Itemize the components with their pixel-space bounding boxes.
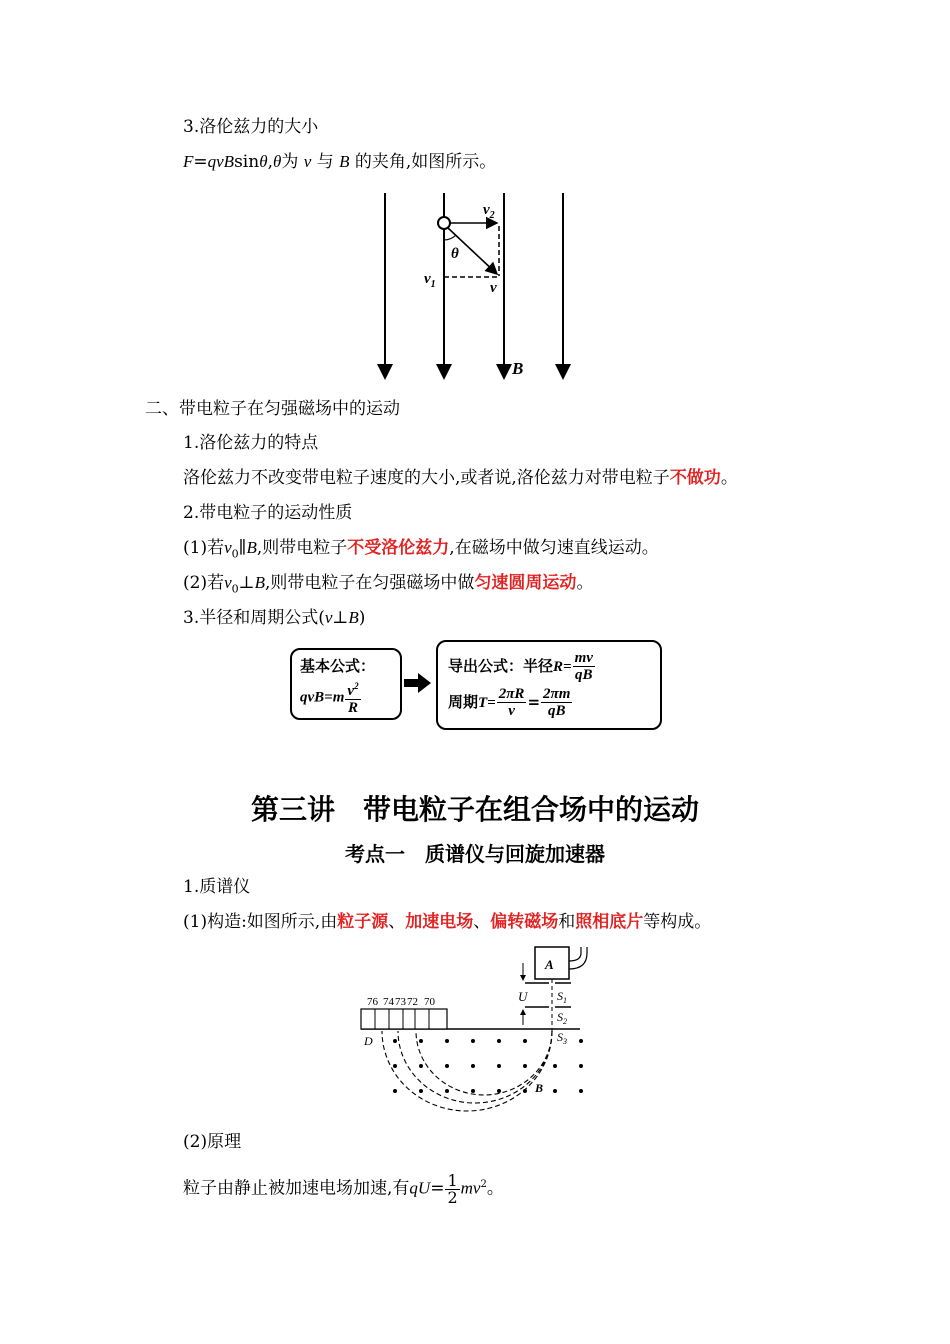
derived-t2-den: qB [547,703,566,719]
ms-r4: 照相底片 [575,912,644,932]
formula-v: v [303,152,312,171]
p1-text: 洛伦兹力不改变带电粒子速度的大小,或者说,洛伦兹力对带电粒子 [183,468,670,488]
formula-text-3: 的夹角,如图所示。 [354,152,497,172]
formula-sin: sin [234,152,260,172]
ms-p-pre: 粒子由静止被加速电场加速,有 [183,1178,410,1199]
derived-t1-den: v [508,703,515,719]
ms-end: 等构成。 [643,912,712,932]
label-v: v [490,280,497,296]
formula-eq: = [193,152,208,172]
formula-text-1: 为 [281,152,299,172]
c1-mid: ,则带电粒子 [256,538,348,558]
p3-B: B [348,608,359,627]
ms-pre: (1)构造:如图所示,由 [183,912,338,932]
derived-t1-num: 2πR [498,686,525,702]
p3-end: ) [358,608,366,628]
c1-B: B [246,538,257,557]
basic-formula-title: 基本公式： [300,657,376,675]
c1-v: v [224,538,232,557]
derived-formula-box [436,640,662,730]
c1-pre: (1)若 [183,538,225,558]
derived-period: 周期 [448,693,479,711]
label-A: A [545,957,554,972]
field-dots [393,1039,583,1093]
arrow-right-icon [404,672,432,694]
particle [438,217,450,229]
formula-text-2: 与 [316,152,334,172]
p3-rel: ⊥ [332,608,349,628]
label-v1: $v_1$ [424,271,436,290]
section-2-p1-heading: 1.洛伦兹力的特点 [183,433,319,453]
section-2-p2-heading: 2.带电粒子的运动性质 [183,503,353,523]
ms-r2: 加速电场 [405,912,474,932]
p3-pre: 3.半径和周期公式( [183,608,325,628]
derived-r-den: qB [574,667,593,683]
formula-F: F [183,152,194,171]
ms-and: 和 [558,912,576,932]
c2-rel: ⊥ [238,573,255,593]
basic-lhs: qvB=m [300,689,345,706]
label-S2: $S_2$ [557,1010,567,1026]
derived-T: T= [478,695,496,711]
ms-sep2: 、 [473,912,491,932]
label-v2: $v_2$ [483,202,495,221]
source-tube [569,947,587,969]
ms-eq: = [430,1178,445,1199]
lecture-title: 第三讲 带电粒子在组合场中的运动 [250,793,699,826]
c2-end: 。 [576,573,594,593]
section-2-case-1 [183,537,659,565]
section-2-title: 二、带电粒子在匀强磁场中的运动 [145,399,400,419]
c2-sub: 0 [231,582,239,596]
formula-theta-2: θ [272,152,282,171]
c2-v: v [224,573,232,592]
derived-R: R= [553,659,572,675]
theta-arc [444,235,456,240]
section-heading-lorentz-magnitude: 3.洛伦兹力的大小 [183,117,319,137]
mass-spec-construction [183,911,711,933]
detector-strip [361,1009,447,1029]
c1-sub: 0 [231,547,239,561]
mass-spec-heading: 1.质谱仪 [183,877,251,897]
label-theta: θ [451,246,459,262]
label-S1: $S_1$ [557,989,567,1005]
mass-label-74: 74 [383,996,394,1008]
topic-title: 考点一 质谱仪与回旋加速器 [345,842,605,866]
c2-mid: ,则带电粒子在匀强磁场中做 [265,573,475,593]
mass-label-73: 73 [395,996,406,1008]
formula-B: B [339,152,350,171]
label-S3: $S_3$ [557,1030,567,1046]
c1-rel: ∥ [238,538,247,558]
ms-p-end: 。 [486,1178,504,1199]
mass-label-76: 76 [367,996,378,1008]
label-B2: B [535,1081,544,1095]
ms-r3: 偏转磁场 [490,912,559,932]
label-U: U [518,989,528,1004]
trajectory-outer [382,1031,552,1111]
section-2-case-2 [183,572,593,600]
c1-end: ,在磁场中做匀速直线运动。 [449,538,659,558]
basic-den: R [347,700,358,716]
basic-formula-eq [300,678,362,716]
section-2-p1-text [183,467,738,489]
formula-comma: , [267,152,273,172]
mass-label-70: 70 [424,996,435,1008]
formula-qvB: qvB [207,152,235,171]
section-2-p3-heading [183,607,365,629]
label-B: B [512,359,524,378]
c2-red: 匀速圆周运动 [474,573,577,593]
mass-spec-equation [183,1168,504,1206]
ms-qU: qU [409,1178,431,1198]
ms-half-den: 2 [447,1187,458,1207]
derived-period-line [448,686,573,719]
trajectory-inner [416,1031,552,1095]
p1-red: 不做功 [669,468,721,488]
derived-radius-line [448,650,596,683]
label-D: D [364,1034,373,1048]
p1-end: 。 [720,468,738,488]
ms-sq: 2 [480,1179,487,1190]
formula-theta: θ [259,152,268,171]
velocity-decomposition-figure [370,188,580,388]
ms-mv: mv [460,1178,481,1198]
derived-title: 导出公式：半径 [448,657,554,675]
ms-r1: 粒子源 [337,912,389,932]
derived-r-num: mv [574,650,593,666]
basic-formula-box [290,648,402,720]
mass-spectrometer-figure [355,945,595,1130]
derived-eq: = [527,693,541,711]
lorentz-formula-line [183,151,496,173]
p3-v: v [324,608,333,627]
mass-spec-principle: (2)原理 [183,1132,242,1152]
derived-t2-num: 2πm [543,686,571,702]
c1-red: 不受洛伦兹力 [347,538,450,558]
ms-half-num: 1 [447,1170,458,1190]
basic-num: $v^2$ [345,678,360,700]
c2-pre: (2)若 [183,573,225,593]
mass-label-72: 72 [407,996,418,1008]
ms-sep1: 、 [388,912,406,932]
c2-B: B [254,573,266,592]
